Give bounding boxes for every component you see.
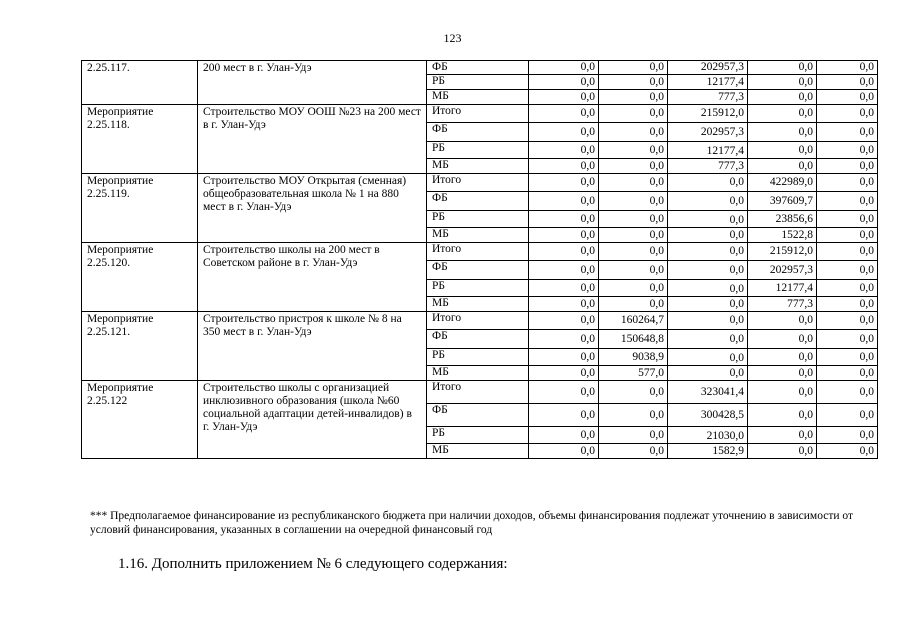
funding-source: РБ: [427, 75, 529, 90]
amount-cell: 0,0: [817, 211, 878, 228]
amount-cell: 0,0: [817, 427, 878, 444]
financing-table-body: [82, 61, 878, 459]
table-row: [82, 61, 878, 75]
amount-cell: 0,0: [668, 174, 748, 192]
amount-cell: 0,0: [599, 142, 668, 159]
measure-description: 200 мест в г. Улан-Удэ: [198, 61, 427, 105]
amount-cell: 422989,0: [748, 174, 817, 192]
amount-cell: 0,0: [599, 427, 668, 444]
amount-cell: 0,0: [599, 280, 668, 297]
amount-cell: 577,0: [599, 366, 668, 381]
amount-cell: 0,0: [817, 159, 878, 174]
measure-description: Строительство МОУ ООШ №23 на 200 мест в г. Улан-Удэ: [198, 105, 427, 174]
amount-cell: 0,0: [817, 404, 878, 427]
amount-cell: 0,0: [599, 159, 668, 174]
amount-cell: 0,0: [529, 192, 599, 211]
measure-description: Строительство школы с организацией инклюзивного образования (школа №60 социальной адаптации детей-инвалидов) в г. Улан-Удэ: [198, 381, 427, 459]
amount-cell: 0,0: [529, 123, 599, 142]
amount-cell: 0,0: [748, 61, 817, 75]
measure-id: Мероприятие 2.25.121.: [82, 312, 198, 381]
amount-cell: 300428,5: [668, 404, 748, 427]
amount-cell: 0,0: [599, 381, 668, 404]
table-row: [82, 174, 878, 192]
amount-cell: 202957,3: [748, 261, 817, 280]
table-row: [82, 312, 878, 330]
amount-cell: 0,0: [817, 61, 878, 75]
amount-cell: 0,0: [668, 312, 748, 330]
amount-cell: 0,0: [599, 297, 668, 312]
amount-cell: 0,0: [817, 297, 878, 312]
funding-source: РБ: [427, 142, 529, 159]
funding-source: РБ: [427, 349, 529, 366]
amount-cell: 215912,0: [748, 243, 817, 261]
amount-cell: 0,0: [599, 192, 668, 211]
amount-cell: 12177,4: [748, 280, 817, 297]
amount-cell: 0,0: [529, 211, 599, 228]
amount-cell: 0,0: [817, 366, 878, 381]
amount-cell: 0,0: [529, 75, 599, 90]
amount-cell: 0,0: [817, 90, 878, 105]
funding-source: МБ: [427, 366, 529, 381]
funding-source: МБ: [427, 444, 529, 459]
footnote: *** Предполагаемое финансирование из республиканского бюджета при наличии доходов, объемы финансирования подлежат уточнению в зависимости от условий финансирования, указанных в соглашении на очередной финансовый год: [90, 510, 854, 536]
amount-cell: 323041,4: [668, 381, 748, 404]
amount-cell: 0,0: [529, 349, 599, 366]
measure-id: 2.25.117.: [82, 61, 198, 105]
amount-cell: 202957,3: [668, 61, 748, 75]
amount-cell: 0,0: [668, 366, 748, 381]
amount-cell: 0,0: [748, 105, 817, 123]
amount-cell: 0,0: [817, 174, 878, 192]
amount-cell: 0,0: [529, 381, 599, 404]
amount-cell: 0,0: [748, 349, 817, 366]
measure-description: Строительство школы на 200 мест в Советском районе в г. Улан-Удэ: [198, 243, 427, 312]
funding-source: РБ: [427, 427, 529, 444]
amount-cell: 0,0: [529, 444, 599, 459]
financing-table: [81, 60, 878, 459]
measure-description: Строительство пристроя к школе № 8 на 350 мест в г. Улан-Удэ: [198, 312, 427, 381]
funding-source: ФБ: [427, 61, 529, 75]
funding-source: ФБ: [427, 192, 529, 211]
amount-cell: 0,0: [817, 123, 878, 142]
funding-source: Итого: [427, 174, 529, 192]
amount-cell: 21030,0: [668, 427, 748, 444]
amount-cell: 777,3: [668, 90, 748, 105]
amount-cell: 150648,8: [599, 330, 668, 349]
amount-cell: 0,0: [529, 174, 599, 192]
amount-cell: 0,0: [817, 312, 878, 330]
funding-source: МБ: [427, 228, 529, 243]
amount-cell: 0,0: [599, 90, 668, 105]
amount-cell: 0,0: [748, 123, 817, 142]
amount-cell: 0,0: [748, 75, 817, 90]
amount-cell: 0,0: [529, 280, 599, 297]
amount-cell: 0,0: [748, 444, 817, 459]
page-number: 123: [443, 31, 462, 45]
clause-1-16: 1.16. Дополнить приложением № 6 следующего содержания:: [118, 556, 508, 572]
amount-cell: 0,0: [817, 444, 878, 459]
amount-cell: 0,0: [817, 330, 878, 349]
amount-cell: 0,0: [599, 228, 668, 243]
amount-cell: 0,0: [817, 349, 878, 366]
amount-cell: 0,0: [529, 261, 599, 280]
funding-source: ФБ: [427, 330, 529, 349]
amount-cell: 0,0: [748, 312, 817, 330]
amount-cell: 0,0: [599, 61, 668, 75]
table-row: [82, 381, 878, 404]
amount-cell: 0,0: [529, 159, 599, 174]
funding-source: МБ: [427, 297, 529, 312]
amount-cell: 0,0: [748, 159, 817, 174]
amount-cell: 0,0: [529, 330, 599, 349]
amount-cell: 0,0: [529, 61, 599, 75]
amount-cell: 0,0: [529, 142, 599, 159]
amount-cell: 0,0: [599, 404, 668, 427]
funding-source: МБ: [427, 159, 529, 174]
amount-cell: 0,0: [529, 105, 599, 123]
amount-cell: 0,0: [817, 75, 878, 90]
amount-cell: 0,0: [668, 349, 748, 366]
amount-cell: 0,0: [668, 297, 748, 312]
amount-cell: 0,0: [599, 123, 668, 142]
amount-cell: 215912,0: [668, 105, 748, 123]
funding-source: РБ: [427, 211, 529, 228]
funding-source: МБ: [427, 90, 529, 105]
amount-cell: 0,0: [668, 261, 748, 280]
amount-cell: 12177,4: [668, 142, 748, 159]
amount-cell: 0,0: [529, 366, 599, 381]
funding-source: ФБ: [427, 123, 529, 142]
amount-cell: 0,0: [529, 427, 599, 444]
amount-cell: 777,3: [668, 159, 748, 174]
amount-cell: 0,0: [817, 261, 878, 280]
amount-cell: 23856,6: [748, 211, 817, 228]
measure-id: Мероприятие 2.25.122: [82, 381, 198, 459]
funding-source: РБ: [427, 280, 529, 297]
funding-source: Итого: [427, 381, 529, 404]
amount-cell: 0,0: [668, 243, 748, 261]
funding-source: Итого: [427, 312, 529, 330]
amount-cell: 777,3: [748, 297, 817, 312]
amount-cell: 9038,9: [599, 349, 668, 366]
amount-cell: 1522,8: [748, 228, 817, 243]
amount-cell: 0,0: [668, 211, 748, 228]
amount-cell: 0,0: [817, 142, 878, 159]
amount-cell: 0,0: [748, 90, 817, 105]
amount-cell: 0,0: [668, 330, 748, 349]
amount-cell: 0,0: [599, 444, 668, 459]
amount-cell: 0,0: [668, 228, 748, 243]
funding-source: Итого: [427, 243, 529, 261]
amount-cell: 0,0: [529, 90, 599, 105]
amount-cell: 0,0: [748, 330, 817, 349]
amount-cell: 0,0: [668, 192, 748, 211]
amount-cell: 202957,3: [668, 123, 748, 142]
measure-id: Мероприятие 2.25.118.: [82, 105, 198, 174]
amount-cell: 0,0: [529, 297, 599, 312]
amount-cell: 0,0: [668, 280, 748, 297]
amount-cell: 0,0: [599, 174, 668, 192]
amount-cell: 0,0: [817, 280, 878, 297]
amount-cell: 0,0: [529, 228, 599, 243]
amount-cell: 12177,4: [668, 75, 748, 90]
amount-cell: 0,0: [817, 105, 878, 123]
amount-cell: 0,0: [817, 381, 878, 404]
amount-cell: 0,0: [599, 211, 668, 228]
amount-cell: 0,0: [599, 243, 668, 261]
amount-cell: 0,0: [529, 404, 599, 427]
table-row: [82, 105, 878, 123]
amount-cell: 0,0: [817, 228, 878, 243]
funding-source: ФБ: [427, 404, 529, 427]
amount-cell: 0,0: [748, 404, 817, 427]
amount-cell: 0,0: [599, 105, 668, 123]
measure-description: Строительство МОУ Открытая (сменная) общеобразовательная школа № 1 на 880 мест в г. Улан-Удэ: [198, 174, 427, 243]
measure-id: Мероприятие 2.25.120.: [82, 243, 198, 312]
amount-cell: 0,0: [599, 261, 668, 280]
amount-cell: 0,0: [748, 142, 817, 159]
amount-cell: 0,0: [529, 243, 599, 261]
amount-cell: 0,0: [748, 366, 817, 381]
amount-cell: 0,0: [529, 312, 599, 330]
amount-cell: 397609,7: [748, 192, 817, 211]
funding-source: ФБ: [427, 261, 529, 280]
amount-cell: 0,0: [748, 381, 817, 404]
funding-source: Итого: [427, 105, 529, 123]
amount-cell: 160264,7: [599, 312, 668, 330]
amount-cell: 1582,9: [668, 444, 748, 459]
measure-id: Мероприятие 2.25.119.: [82, 174, 198, 243]
amount-cell: 0,0: [748, 427, 817, 444]
amount-cell: 0,0: [599, 75, 668, 90]
table-row: [82, 243, 878, 261]
amount-cell: 0,0: [817, 243, 878, 261]
amount-cell: 0,0: [817, 192, 878, 211]
